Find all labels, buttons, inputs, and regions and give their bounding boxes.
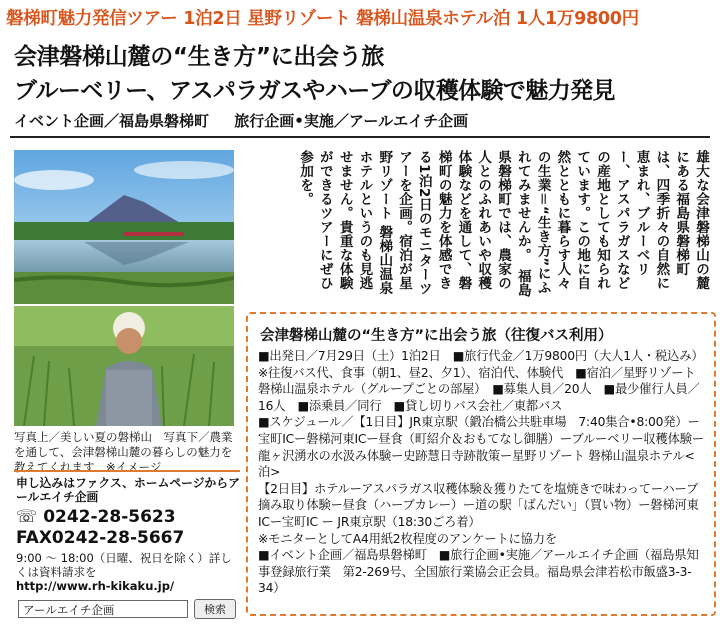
phone-icon: ☏ <box>16 507 38 527</box>
contact-block <box>14 470 240 617</box>
search-button[interactable]: 検索 <box>194 599 236 619</box>
info-title: 会津磐梯山麓の“生き方”に出会う旅（往復バス利用） <box>260 328 613 344</box>
info-line: ■イベント企画／福島県磐梯町 ■旅行企画•実施／アールエイチ企画（福島県知事登録旅行業 第2-269号、全国旅行業協会正会員。福島県会津若松市飯盛3-3-34） <box>258 548 699 596</box>
body-text: 雄大な会津磐梯山の麓にある福島県磐梯町は、四季折々の自然に恵まれ、ブルーベリー、アスパラガスなどの産地としても知られています。この地に自然とともに暮らす人々の生業＝“生き方”にふれてみませんか。 福島県磐梯町では、農家の人とのふれあいや収穫体験などを通して、磐梯町の魅力を体感できる1泊2日のモニターツアーを企画。宿泊が星野リゾート 磐梯山温泉ホテルというのも見逃せません。貴重な体験ができるツアーにぜひ参加を。 <box>297 150 709 298</box>
hours-text: 9:00 ～ 18:00（日曜、祝日を除く）詳しくは資料請求を http://www.rh-kikaku.jp/ <box>16 551 240 593</box>
tour-info-box <box>246 312 716 616</box>
mountain-photo <box>14 150 234 304</box>
operator: 旅行企画•実施／アールエイチ企画 <box>234 112 469 130</box>
info-line: ■スケジュール／【1日目】JR東京駅（鍛冶橋公共駐車場 7:40集合•8:00発）ー宝町ICー磐梯河東ICー昼食（町紹介＆おもてなし御膳）ーブルーベリー収穫体験ー龍ヶ沢湧水の水汲み体験ー史跡慧日寺跡散策ー星野リゾート 磐梯山温泉ホテル<泊> <box>258 415 704 480</box>
credit-line <box>14 110 488 131</box>
apply-text: 申し込みはファクス、ホームページからアールエイチ企画 <box>16 476 240 504</box>
tour-banner <box>0 0 720 34</box>
organizer: イベント企画／福島県磐梯町 <box>14 112 210 130</box>
info-line: ■出発日／7月29日（土）1泊2日 ■旅行代金／1万9800円（大人1人・税込み）※往復バス代、食事（朝1、昼2、夕1）、宿泊代、体験代 ■宿泊／星野リゾート 磐梯山温泉ホテル（グループごとの部屋） ■募集人員／20人 ■最少催行人員／16人 ■添乗員／同行 ■貸し切りバス会社／東都バス <box>258 349 704 413</box>
headline-1: 会津磐梯山麓の“生き方”に出会う旅 <box>14 44 385 70</box>
info-body <box>258 348 704 597</box>
search-input[interactable]: アールエイチ企画 <box>18 600 188 618</box>
divider <box>10 136 710 138</box>
farmer-photo <box>14 306 234 426</box>
info-line: 【2日目】ホテルーアスパラガス収穫体験＆獲りたてを塩焼きで味わってーハーブ摘み取り体験ー昼食（ハーブカレー）ー道の駅「ばんだい」（買い物）ー磐梯河東ICー宝町IC ー JR東京駅（18:30ごろ着） <box>258 481 699 529</box>
photo-caption: 写真上／美しい夏の磐梯山 写真下／農業を通して、会津磐梯山麓の暮らしの魅力を教えてくれます ※イメージ <box>14 430 233 474</box>
info-line: ※モニターとしてA4用紙2枚程度のアンケートに協力を <box>258 531 557 546</box>
tour-line: 磐梯町魅力発信ツアー 1泊2日 星野リゾート 磐梯山温泉ホテル泊 1人1万9800円 <box>6 9 639 29</box>
headline-2: ブルーベリー、アスパラガスやハーブの収穫体験で魅力発見 <box>14 78 615 104</box>
website-url[interactable]: http://www.rh-kikaku.jp/ <box>16 579 175 593</box>
fax-number: FAX0242-28-5667 <box>16 528 185 548</box>
phone-number: ☏ 0242-28-5623 <box>16 507 176 527</box>
